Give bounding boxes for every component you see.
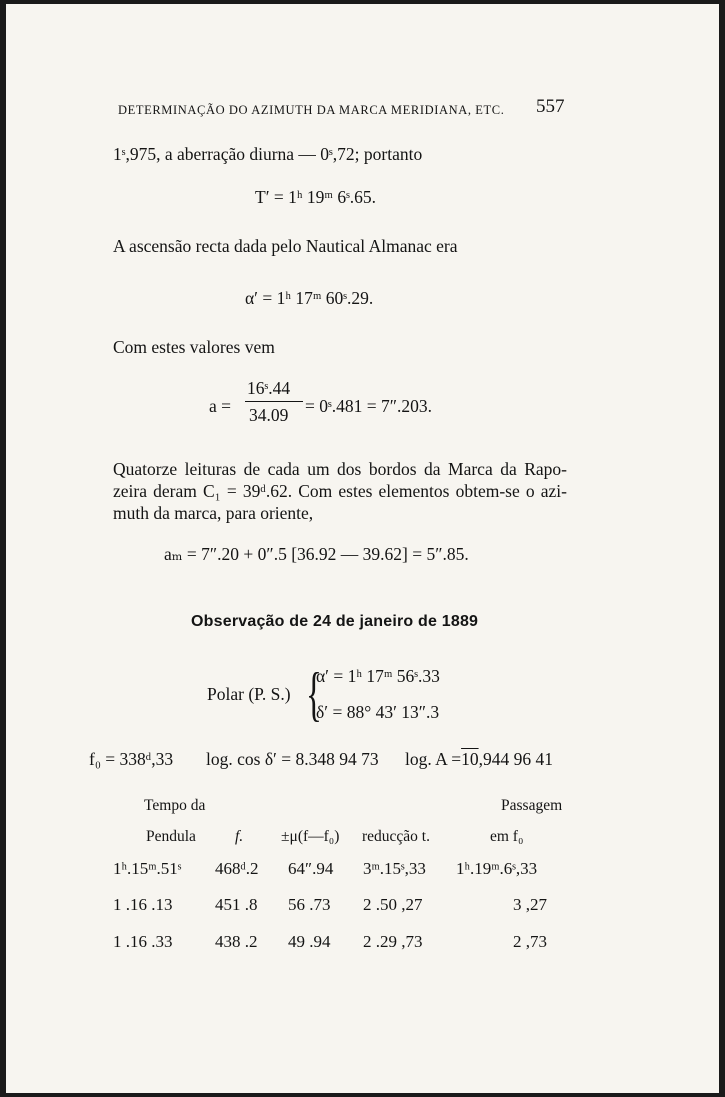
equation-a-denominator: 34.09 (249, 405, 289, 425)
paragraph-line-2: zeira deram C₁ = 39ᵈ.62. Com estes elementos obtem-se o azi- (113, 481, 567, 501)
equation-alpha-prime: α′ = 1ʰ 17ᵐ 60ˢ.29. (245, 288, 374, 308)
header-f: f. (235, 828, 244, 845)
log-a (405, 749, 553, 770)
equation-a-rhs: = 0ˢ.481 = 7″.203. (305, 396, 432, 416)
polar-label: Polar (P. S.) (207, 684, 291, 704)
equation-t-prime: T′ = 1ʰ 19ᵐ 6ˢ.65. (255, 187, 377, 207)
running-title: DETERMINAÇÃO DO AZIMUTH DA MARCA MERIDIANA, ETC. (118, 103, 505, 117)
equation-a-numerator: 16ˢ.44 (247, 378, 291, 398)
header-em-f0: em f₀ (490, 828, 524, 845)
page-number: 557 (536, 96, 565, 117)
equation-azimuth: aₘ = 7″.20 + 0″.5 [36.92 — 39.62] = 5″.85. (164, 544, 469, 564)
table-cell: 64″.94 (288, 859, 334, 878)
section-title: Observação de 24 de janeiro de 1889 (191, 613, 479, 630)
table-cell: 2 .29 ,73 (363, 932, 423, 951)
table-cell: 1ʰ.19ᵐ.6ˢ,33 (456, 859, 538, 878)
table-cell: 468ᵈ.2 (215, 859, 259, 878)
table-cell: 3ᵐ.15ˢ,33 (363, 859, 426, 878)
f0-value: f₀ = 338ᵈ,33 (89, 749, 174, 769)
table-cell: 438 .2 (215, 932, 258, 951)
header-reduccao: reducção t. (362, 828, 430, 845)
table-cell: 451 .8 (215, 895, 258, 914)
curly-brace-icon: { (306, 661, 322, 727)
header-tempo-da: Tempo da (144, 797, 206, 814)
header-pendula: Pendula (146, 828, 196, 845)
log-a-rest: ,944 96 41 (478, 749, 553, 769)
table-cell: 49 .94 (288, 932, 331, 951)
paragraph-line-1: Quatorze leituras de cada um dos bordos da Marca da Rapo- (113, 459, 567, 479)
polar-delta: δ′ = 88° 43′ 13″.3 (316, 702, 440, 722)
fraction-bar (245, 401, 303, 402)
table-cell: 1 .16 .33 (113, 932, 173, 951)
paragraph-line-3: muth da marca, para oriente, (113, 503, 314, 523)
header-mu: ±μ(f—f₀) (281, 828, 340, 845)
header-passagem: Passagem (501, 797, 563, 814)
polar-alpha: α′ = 1ʰ 17ᵐ 56ˢ.33 (316, 666, 440, 686)
table-cell: 1ʰ.15ᵐ.51ˢ (113, 859, 182, 878)
equation-a-lhs: a = (209, 396, 232, 416)
table-cell: 1 .16 .13 (113, 895, 173, 914)
document-page (6, 4, 719, 1093)
table-cell: 2 .50 ,27 (363, 895, 423, 914)
table-cell: 3 ,27 (513, 895, 547, 914)
log-cos-delta: log. cos δ′ = 8.348 94 73 (206, 749, 379, 769)
table-cell: 56 .73 (288, 895, 331, 914)
text-line-2: A ascensão recta dada pelo Nautical Almanac era (113, 236, 458, 256)
text-line-1: 1ˢ,975, a aberração diurna — 0ˢ,72; portanto (113, 144, 423, 164)
table-cell: 2 ,73 (513, 932, 547, 951)
log-a-bar: 10 (461, 749, 479, 769)
log-a-prefix: log. A = (405, 749, 462, 769)
text-line-3: Com estes valores vem (113, 337, 275, 357)
